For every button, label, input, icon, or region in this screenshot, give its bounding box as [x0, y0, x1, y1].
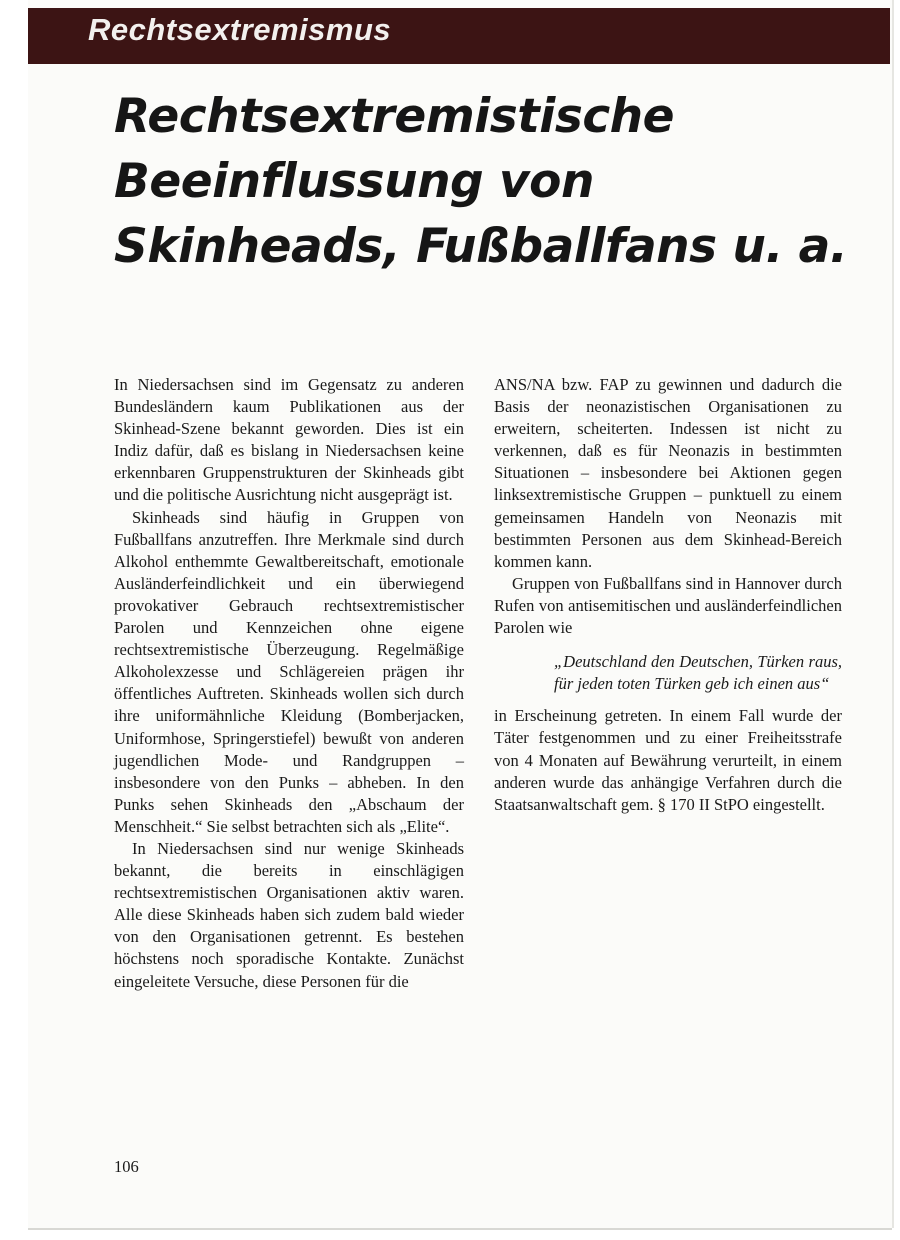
paragraph: ANS/NA bzw. FAP zu gewinnen und dadurch die Basis der neonazistischen Organisationen zu erweitern, scheiterten. Indessen ist nicht zu verkennen, daß es für Neonazis in bestimmten Situationen – insbesondere bei Aktionen gegen linksextremistische Gruppen – punktuell zu einem gemeinsamen Handeln von Neonazis mit bestimmten Personen aus dem Skinhead-Bereich kommen kann.: [494, 375, 842, 571]
paragraph: In Niedersachsen sind im Gegensatz zu anderen Bundesländern kaum Publikationen aus der Skinhead-Szene bekannt geworden. Dies ist ein Indiz dafür, daß es bislang in Niedersachsen keine erkennbaren Gruppenstrukturen der Skinheads gibt und die politische Ausrichtung nicht ausgeprägt ist.: [114, 375, 464, 505]
paragraph: Skinheads sind häufig in Gruppen von Fußballfans anzutreffen. Ihre Merkmale sind durch Alkohol enthemmte Gewaltbereitschaft, emotionale Ausländerfeindlichkeit und ein überwiegend provokativer Gebrauch rechtsextremistischer Parolen und Kennzeichen ohne eigene rechtsextremistische Überzeugung. Regelmäßige Alkoholexzesse und Schlägereien prägen ihr öffentliches Auftreten. Skinheads wollen sich durch ihre uniformähnliche Kleidung (Bomberjacken, Uniformhose, Springerstiefel) bewußt von anderen jugendlichen Mode- und Randgruppen – insbesondere von den Punks – abheben. In den Punks sehen Skinheads den „Abschaum der Menschheit.“ Sie selbst betrachten sich als „Elite“.: [114, 507, 464, 836]
quotation: „Deutschland den Deutschen, Türken raus, für jeden toten Türken geb ich einen aus“: [554, 652, 842, 694]
article-headline: Rechtsextremistische Beeinflussung von Skinheads, Fußballfans u. a.: [114, 89, 848, 274]
right-column: [494, 374, 842, 816]
section-label: Rechtsextremismus: [88, 12, 392, 47]
page-edge: [28, 1228, 892, 1230]
left-column: [114, 374, 464, 993]
paragraph: in Erscheinung getreten. In einem Fall wurde der Täter festgenommen und zu einer Freiheitsstrafe von 4 Monaten auf Bewährung verurteilt, in einem anderen wurde das anhängige Verfahren durch die Staatsanwaltschaft gem. § 170 II StPO eingestellt.: [494, 706, 842, 814]
paragraph: Gruppen von Fußballfans sind in Hannover durch Rufen von antisemitischen und ausländerfeindlichen Parolen wie: [494, 573, 842, 638]
page-number: 106: [114, 1157, 139, 1176]
paragraph: In Niedersachsen sind nur wenige Skinheads bekannt, die bereits in einschlägigen rechtsextremistischen Organisationen aktiv waren. Alle diese Skinheads haben sich zudem bald wieder von den Organisationen getrennt. Es bestehen höchstens noch sporadische Kontakte. Zunächst eingeleitete Versuche, diese Personen für die: [114, 838, 464, 991]
